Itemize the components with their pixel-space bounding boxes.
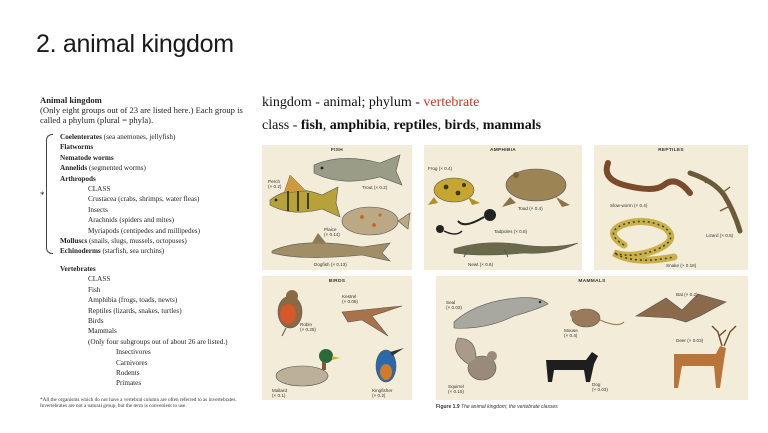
phylum-name: Annelids <box>60 164 88 173</box>
vertebrate-row: Rodents <box>116 368 140 377</box>
fish-panel <box>262 145 412 270</box>
phylum-note: (sea anemones, jellyfish) <box>103 133 176 141</box>
vertebrate-list <box>40 264 262 389</box>
vertebrate-row: Reptiles (lizards, snakes, turtles) <box>88 306 182 315</box>
seal-icon <box>454 298 548 329</box>
class-birds: birds <box>444 118 476 133</box>
class-reptiles: reptiles <box>393 118 438 133</box>
trout-icon <box>314 155 402 185</box>
phylum-row <box>60 163 262 173</box>
phylum-note: (segmented worms) <box>88 164 146 173</box>
vertebrate-row: Vertebrates <box>60 264 96 273</box>
lizard-label: Lizard (× 0.5) <box>706 233 734 238</box>
class-sep: , <box>386 118 394 133</box>
vertebrate-row: Amphibia (frogs, toads, newts) <box>88 296 178 305</box>
vertebrate-row: Primates <box>116 379 142 388</box>
class-sep: , <box>475 118 483 133</box>
kingdom-line <box>262 95 479 111</box>
footnote: *All the organisms which do not have a vertebral column are often referred to as invertebrates. Invertebrates are not a natural group, but the term is convenient to use. <box>40 396 237 410</box>
amphibia-illustration <box>424 145 582 270</box>
dogfish-label: Dogfish (× 0.13) <box>314 262 347 267</box>
kestrel-label: Kestrel (× 0.06) <box>342 294 358 305</box>
perch-label: Perch (× 0.2) <box>268 179 282 190</box>
tadpoles-label: Tadpoles (× 0.8) <box>494 229 528 234</box>
slide-title: 2. animal kingdom <box>36 30 234 58</box>
mammals-panel <box>436 276 748 400</box>
mallard-label: Mallard (× 0.1) <box>272 388 288 399</box>
amphibia-panel-title: AMPHIBIA <box>489 148 517 153</box>
class-sep: , <box>322 118 330 133</box>
figure-caption <box>436 404 558 410</box>
kestrel-icon <box>342 306 402 336</box>
animal-kingdom-intro: (Only eight groups out of 23 are listed here.) Each group is called a phylum (plural = phyla). <box>40 105 243 125</box>
birds-illustration <box>262 276 412 400</box>
vertebrate-row: Fish <box>88 285 101 294</box>
phylum-note: (starfish, sea urchins) <box>102 247 165 256</box>
lizard-icon <box>690 173 740 231</box>
phylum-name: CLASS <box>88 185 111 194</box>
phylum-name: Arthropods <box>60 174 96 183</box>
toad-label: Toad (× 0.4) <box>518 206 543 211</box>
reptiles-panel <box>594 145 748 270</box>
left-text-block <box>40 95 262 410</box>
seal-label: Seal (× 0.03) <box>446 300 462 311</box>
frog-icon <box>428 178 480 205</box>
vertebrate-row: Mammals <box>88 327 117 336</box>
phylum-note: (snails, slugs, mussels, octopuses) <box>88 237 187 246</box>
mallard-icon <box>276 349 340 386</box>
amphibia-panel <box>424 145 582 270</box>
vertebrate-row: Carnivores <box>116 358 148 367</box>
dog-label: Dog (× 0.03) <box>592 382 608 393</box>
snake-icon <box>613 221 674 260</box>
deer-icon <box>674 326 736 388</box>
birds-panel <box>262 276 412 400</box>
invertebrate-mark: * <box>40 190 45 200</box>
mouse-icon <box>570 309 624 327</box>
phylum-row <box>60 174 262 184</box>
class-sep: , <box>437 118 445 133</box>
deer-label: Deer (× 0.03) <box>676 338 704 343</box>
phylum-row <box>60 132 262 142</box>
phyla-list <box>40 132 262 257</box>
phylum-name: Insects <box>88 205 108 214</box>
phylum-row <box>60 246 262 256</box>
phylum-row <box>60 142 262 152</box>
mouse-label: Mouse (× 0.4) <box>564 328 578 339</box>
phylum-name: Molluscs <box>60 237 88 246</box>
vertebrate-row: Birds <box>88 316 104 325</box>
phyla-rows <box>60 132 262 257</box>
class-fish: fish <box>300 118 323 133</box>
vertebrate-row: CLASS <box>88 275 111 284</box>
robin-label: Robin (× 0.25) <box>300 322 316 333</box>
plaice-icon <box>342 207 410 235</box>
kingfisher-icon <box>376 348 404 382</box>
phylum-highlight: vertebrate <box>423 95 480 110</box>
phylum-name: Echinoderms <box>60 247 101 256</box>
fish-panel-title: FISH <box>330 148 344 153</box>
class-line <box>262 118 541 134</box>
phylum-name: Flatworms <box>60 143 94 152</box>
trout-label: Trout (× 0.2) <box>362 185 388 190</box>
fish-illustration <box>262 145 412 270</box>
mammals-panel-title: MAMMALS <box>578 279 606 284</box>
squirrel-label: Squirrel (× 0.15) <box>448 384 464 395</box>
vertebrate-row: (Only four subgroups out of about 26 are listed.) <box>88 337 228 346</box>
phylum-row <box>60 194 262 204</box>
kingdom-prefix: kingdom - animal; phylum - <box>262 95 424 110</box>
robin-icon <box>278 290 302 336</box>
birds-panel-title: BIRDS <box>328 279 346 284</box>
bat-icon <box>636 294 726 322</box>
phylum-row <box>60 236 262 246</box>
slowworm-label: Slow-worm (× 0.4) <box>610 203 648 208</box>
phylum-name: Arachnids (spiders and mites) <box>88 216 175 225</box>
tadpoles-icon <box>436 209 496 234</box>
class-prefix: class - <box>262 118 301 133</box>
phylum-row <box>60 184 262 194</box>
kingfisher-label: Kingfisher (× 0.2) <box>372 388 393 399</box>
animal-kingdom-heading: Animal kingdom <box>40 95 102 105</box>
plaice-label: Plaice (× 0.14) <box>324 227 340 238</box>
phylum-name: Coelenterates <box>60 133 102 141</box>
dog-icon <box>546 352 598 382</box>
newt-label: Newt (× 0.6) <box>468 262 494 267</box>
brace-bracket <box>46 134 53 254</box>
class-amphibia: amphibia <box>329 118 387 133</box>
phylum-name: Crustacea (crabs, shrimps, water fleas) <box>88 195 200 204</box>
phylum-row <box>60 226 262 236</box>
class-mammals: mammals <box>482 118 542 133</box>
figure-number: Figure 1.9 <box>436 404 460 410</box>
newt-icon <box>454 243 578 257</box>
phylum-row <box>60 205 262 215</box>
phylum-row <box>60 153 262 163</box>
phylum-name: Myriapods (centipedes and millipedes) <box>88 226 200 235</box>
snake-label: Snake (× 0.16) <box>666 263 697 268</box>
vertebrate-row: Insectivores <box>116 348 151 357</box>
toad-icon <box>502 169 570 207</box>
bat-label: Bat (× 0.2) <box>676 292 698 297</box>
squirrel-icon <box>456 338 497 380</box>
slowworm-icon <box>607 163 690 193</box>
phylum-row <box>60 215 262 225</box>
frog-label: Frog (× 0.4) <box>428 166 453 171</box>
figure-text: The animal kingdom; the vertebrate classes <box>461 404 558 410</box>
reptiles-panel-title: REPTILES <box>658 148 684 153</box>
phylum-name: Nematode worms <box>60 153 114 162</box>
